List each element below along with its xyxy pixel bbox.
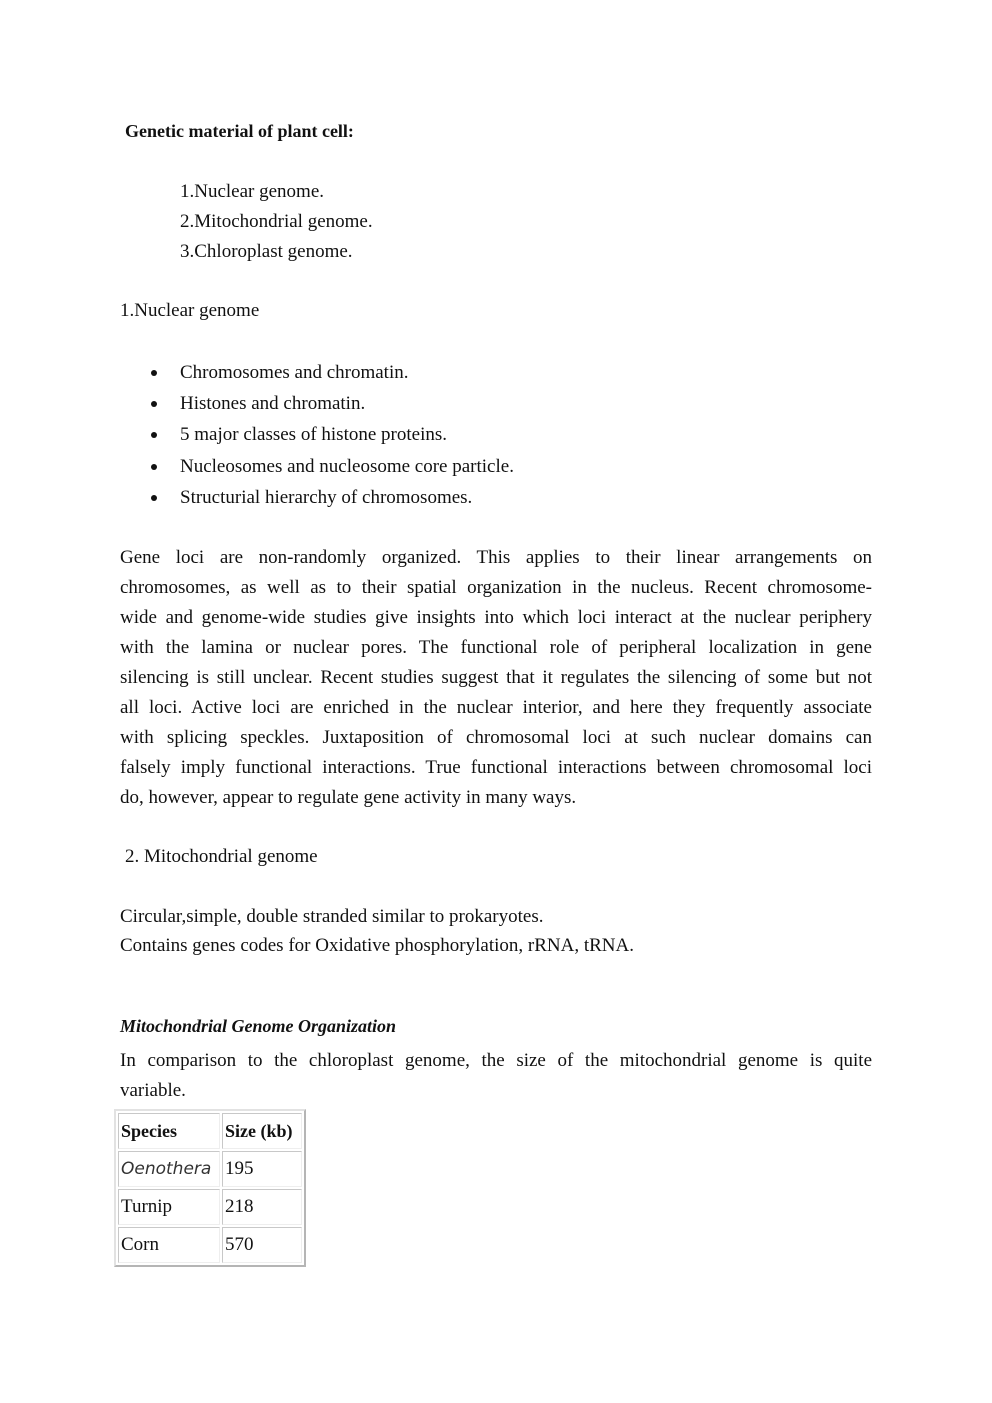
bullet-dot-icon: [151, 495, 157, 501]
bullet-item: Structurial hierarchy of chromosomes.: [180, 487, 473, 508]
paragraph-line: Gene loci are non-randomly organized. This applies to their linear arrangements on: [120, 547, 872, 568]
bullet-item: 5 major classes of histone proteins.: [180, 424, 448, 445]
paragraph-line: variable.: [120, 1080, 186, 1101]
paragraph-line: wide and genome-wide studies give insights into which loci interact at the nuclear periphery: [120, 607, 872, 628]
table-row: [118, 1189, 302, 1225]
nuclear-genome-heading: 1.Nuclear genome: [120, 300, 260, 321]
paragraph-line: all loci. Active loci are enriched in the nuclear interior, and here they frequently associate: [120, 697, 872, 718]
genome-list-item-1: 1.Nuclear genome.: [180, 181, 325, 202]
paragraph-line: falsely imply functional interactions. True functional interactions between chromosomal loci: [120, 757, 872, 778]
table-header-cell: Size (kb): [222, 1113, 302, 1149]
table-header-cell: Species: [118, 1113, 220, 1149]
species-name: Oenothera: [121, 1159, 212, 1179]
bullet-dot-icon: [151, 464, 157, 470]
table-cell: 195: [222, 1151, 302, 1187]
mitochondrial-description-line: Circular,simple, double stranded similar to prokaryotes.: [120, 906, 544, 927]
mitochondrial-description-line: Contains genes codes for Oxidative phosphorylation, rRNA, tRNA.: [120, 935, 634, 956]
paragraph-line: with the lamina or nuclear pores. The functional role of peripheral localization in gene: [120, 637, 872, 658]
table-row: [118, 1151, 302, 1187]
table-cell: Turnip: [118, 1189, 220, 1225]
table-cell: 218: [222, 1189, 302, 1225]
bullet-item: Nucleosomes and nucleosome core particle.: [180, 456, 514, 477]
paragraph-line: chromosomes, as well as to their spatial organization in the nucleus. Recent chromosome-: [120, 577, 872, 598]
paragraph-line: silencing is still unclear. Recent studies suggest that it regulates the silencing of some but not: [120, 667, 872, 688]
organization-paragraph: [120, 1046, 872, 1106]
paragraph-line: with splicing speckles. Juxtaposition of chromosomal loci at such nuclear domains can: [120, 727, 872, 748]
page-title: Genetic material of plant cell:: [125, 121, 354, 141]
genome-size-table: [114, 1109, 306, 1267]
mitochondrial-genome-heading: 2. Mitochondrial genome: [125, 846, 318, 867]
table-cell: [118, 1151, 220, 1187]
nuclear-paragraph: [120, 543, 872, 813]
bullet-item: Chromosomes and chromatin.: [180, 362, 409, 383]
table-row: [118, 1227, 302, 1263]
bullet-dot-icon: [151, 401, 157, 407]
paragraph-line: In comparison to the chloroplast genome, the size of the mitochondrial genome is quite: [120, 1050, 872, 1071]
genome-list-item-2: 2.Mitochondrial genome.: [180, 211, 373, 232]
genome-list-item-3: 3.Chloroplast genome.: [180, 241, 353, 262]
table-cell: Corn: [118, 1227, 220, 1263]
bullet-item: Histones and chromatin.: [180, 393, 366, 414]
paragraph-line: do, however, appear to regulate gene activity in many ways.: [120, 787, 577, 808]
table-cell: 570: [222, 1227, 302, 1263]
bullet-dot-icon: [151, 432, 157, 438]
bullet-dot-icon: [151, 370, 157, 376]
table-header-row: [118, 1113, 302, 1149]
organization-heading: Mitochondrial Genome Organization: [120, 1016, 397, 1036]
